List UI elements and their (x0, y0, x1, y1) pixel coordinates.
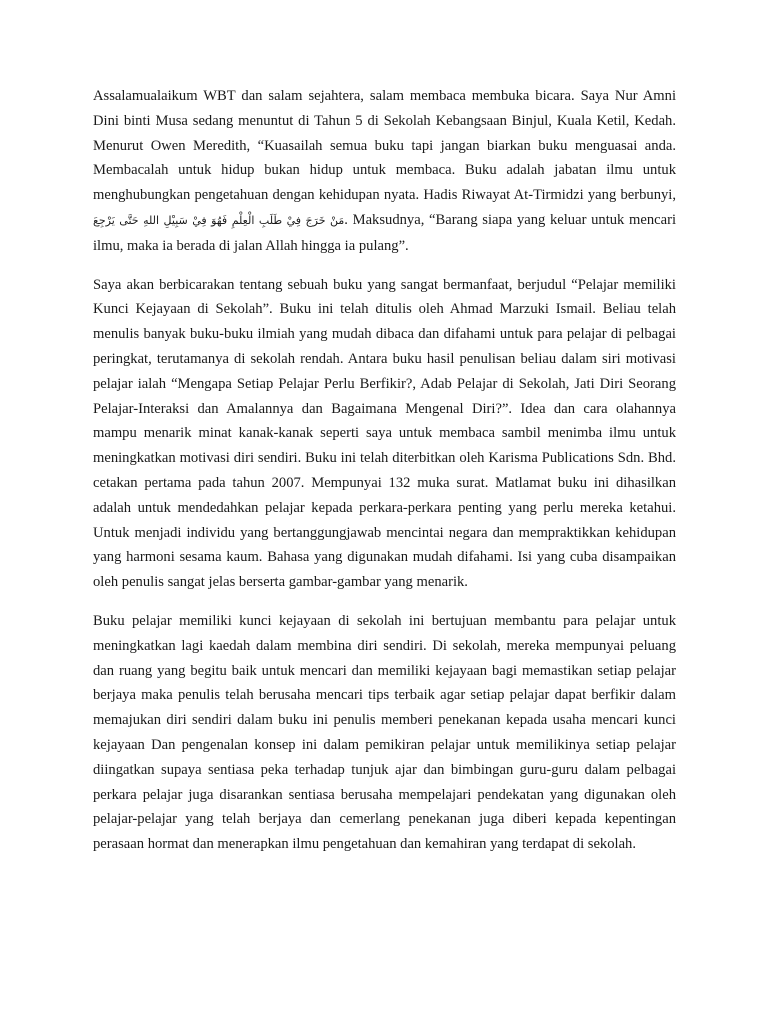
hadith-arabic-text: مَنْ خَرَجَ فِيْ طَلَبِ الْعِلْمِ فَهُوَ فِيْ سَبِيْلِ اللهِ حَتَّى يَرْجِعَ (93, 213, 345, 227)
paragraph-introduction (93, 84, 676, 259)
document-body (93, 84, 676, 871)
paragraph-introduction-text: Assalamualaikum WBT dan salam sejahtera, salam membaca membuka bicara. Saya Nur Amni Dini binti Musa sedang menuntut di Tahun 5 di Sekolah Kebangsaan Binjul, Kuala Ketil, Kedah. Menurut Owen Meredith, “Kuasailah semua buku tapi jangan biarkan buku menguasai anda. Membacalah untuk hidup bukan hidup untuk membaca. Buku adalah jabatan ilmu untuk menghubungkan pengetahuan dengan kehidupan nyata. Hadis Riwayat At-Tirmidzi yang berbunyi, (93, 88, 676, 204)
paragraph-introduction-translation: . Maksudnya, “Barang siapa yang keluar untuk mencari ilmu, maka ia berada di jalan Allah hingga ia pulang”. (93, 211, 676, 254)
paragraph-book-purpose: Buku pelajar memiliki kunci kejayaan di sekolah ini bertujuan membantu para pelajar untuk meningkatkan lagi kaedah dalam membina diri sendiri. Di sekolah, mereka mempunyai peluang dan ruang yang begitu baik untuk mencari dan memiliki kejayaan bagi memastikan setiap pelajar berjaya maka penulis telah berusaha mencari tips terbaik agar setiap pelajar dapat berfikir dalam memajukan diri sendiri dalam buku ini penulis memberi penekanan kepada usaha mencari kunci kejayaan Dan pengenalan konsep ini dalam pemikiran pelajar untuk memilikinya setiap pelajar diingatkan supaya sentiasa peka terhadap tunjuk ajar dan bimbingan guru-guru dalam pelbagai perkara pelajar juga disarankan sentiasa berusaha mempelajari pendekatan yang digunakan oleh pelajar-pelajar yang telah berjaya dan cemerlang penekanan juga diberi kepada kepentingan perasaan hormat dan menerapkan ilmu pengetahuan dan kemahiran yang terdapat di sekolah. (93, 612, 676, 853)
paragraph-book-description: Saya akan berbicarakan tentang sebuah buku yang sangat bermanfaat, berjudul “Pelajar memiliki Kunci Kejayaan di Sekolah”. Buku ini telah ditulis oleh Ahmad Marzuki Ismail. Beliau telah menulis banyak buku-buku ilmiah yang mudah dibaca dan difahami untuk para pelajar di pelbagai peringkat, terutamanya di sekolah rendah. Antara buku hasil penulisan beliau dalam siri motivasi pelajar ialah “Mengapa Setiap Pelajar Perlu Berfikir?, Adab Pelajar di Sekolah, Jati Diri Seorang Pelajar-Interaksi dan Amalannya dan Bagaimana Mengenal Diri?”. Idea dan cara olahannya mampu menarik minat kanak-kanak seperti saya untuk membaca sambil menimba ilmu untuk meningkatkan motivasi diri sendiri. Buku ini telah diterbitkan oleh Karisma Publications Sdn. Bhd. cetakan pertama pada tahun 2007. Mempunyai 132 muka surat. Matlamat buku ini dihasilkan adalah untuk mendedahkan pelajar kepada perkara-perkara penting yang perlu mereka ketahui. Untuk menjadi individu yang bertanggungjawab mencintai negara dan mempraktikkan kehidupan yang harmoni sesama kaum. Bahasa yang digunakan mudah difahami. Isi yang cuba disampaikan oleh penulis sangat jelas berserta gambar-gambar yang menarik. (93, 276, 676, 591)
